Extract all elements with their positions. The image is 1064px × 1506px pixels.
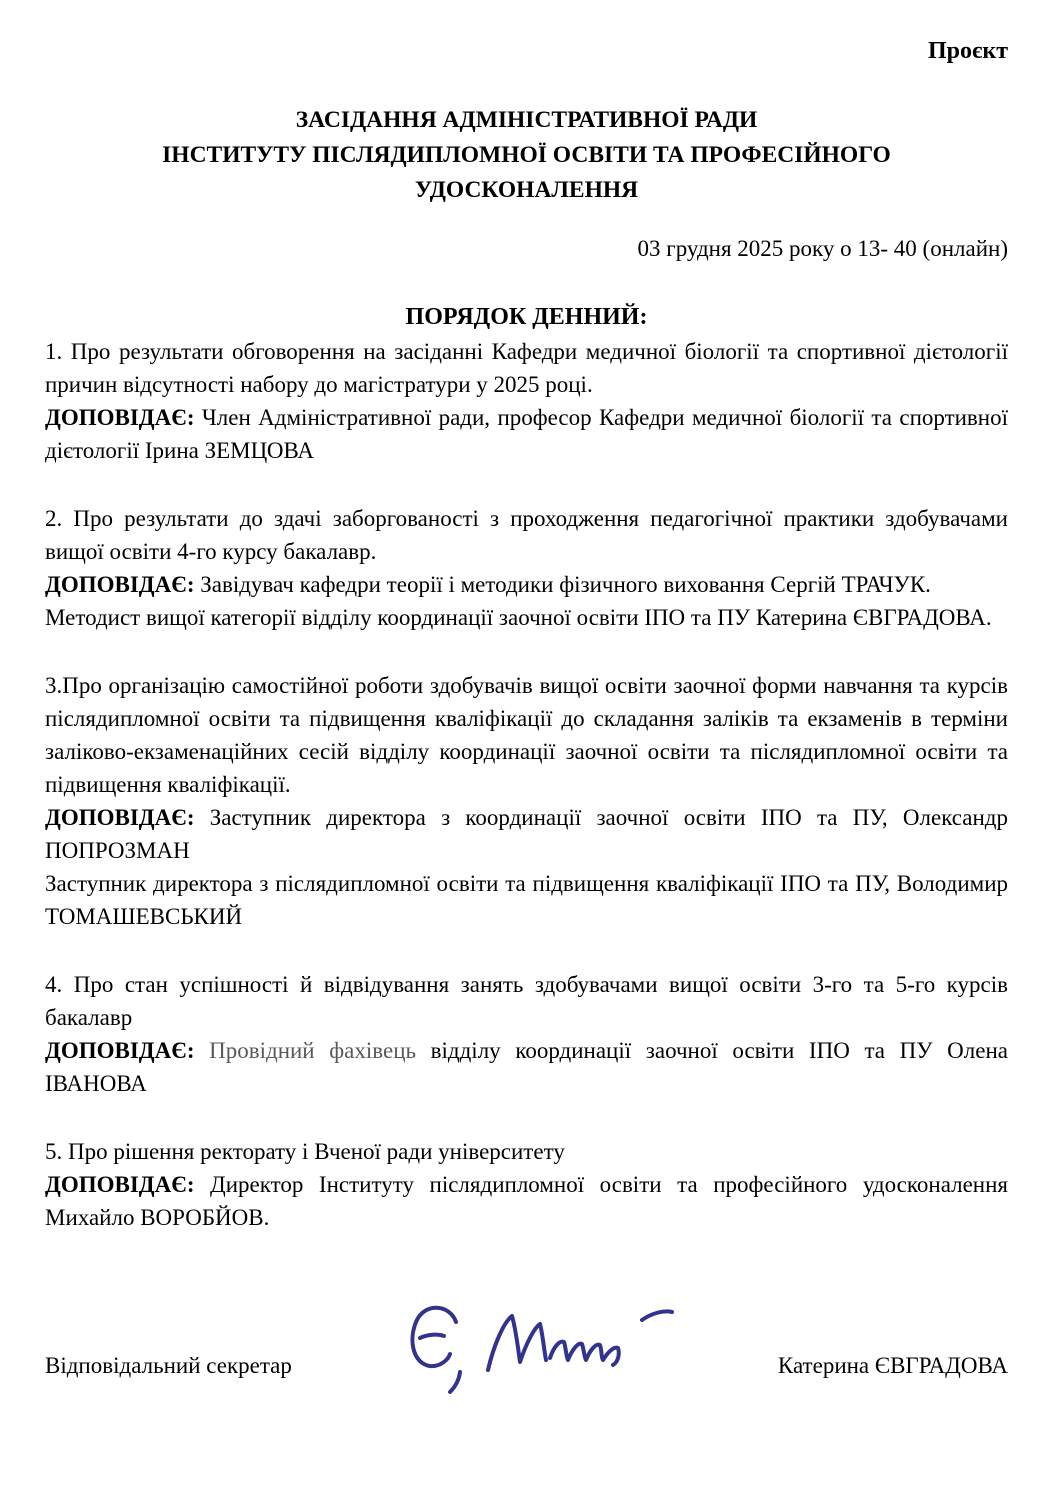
agenda-text-segment: відділу координації заочної освіти ІПО та ПУ Олена ІВАНОВА xyxy=(45,1038,1008,1096)
agenda-paragraph xyxy=(45,968,1008,1034)
agenda-text-segment: 3.Про організацію самостійної роботи здобувачів вищої освіти заочної форми навчання та курсів післядипломної освіти та підвищення кваліфікації до складання заліків та екзаменів в терміни заліково-екзаменаційних сесій відділу координації заочної освіти та післядипломної освіти та підвищення кваліфікації. xyxy=(45,673,1008,797)
secretary-name: Катерина ЄВГРАДОВА xyxy=(777,1353,1008,1378)
reporter-label: ДОПОВІДАЄ: xyxy=(45,1172,195,1197)
handwritten-signature-icon xyxy=(380,1288,690,1400)
meeting-title-line: ІНСТИТУТУ ПІСЛЯДИПЛОМНОЇ ОСВІТИ ТА ПРОФЕСІЙНОГО xyxy=(162,142,891,168)
meeting-title xyxy=(45,103,1008,208)
meeting-title-line: УДОСКОНАЛЕННЯ xyxy=(414,177,639,203)
agenda-paragraph xyxy=(45,335,1008,401)
agenda-item xyxy=(45,669,1008,933)
agenda-text-segment: Завідувач кафедри теорії і методики фізичного виховання Сергій ТРАЧУК. xyxy=(194,572,931,597)
agenda-paragraph xyxy=(45,1034,1008,1100)
agenda-paragraph xyxy=(45,1135,1008,1168)
agenda-paragraph xyxy=(45,1168,1008,1234)
agenda-text-segment: 1. Про результати обговорення на засіданні Кафедри медичної біології та спортивної дієтології причин відсутності набору до магістратури у 2025 році. xyxy=(45,339,1008,397)
agenda-paragraph xyxy=(45,669,1008,801)
agenda-paragraph xyxy=(45,867,1008,933)
meeting-datetime: 03 грудня 2025 року о 13- 40 (онлайн) xyxy=(637,236,1008,261)
agenda-item xyxy=(45,502,1008,634)
agenda-text-segment: Директор Інституту післядипломної освіти та професійного удосконалення Михайло ВОРОБЙОВ. xyxy=(45,1172,1008,1230)
signature-block xyxy=(45,1286,1008,1404)
muted-text-segment: Провідний фахівець xyxy=(194,1038,416,1063)
agenda-paragraph xyxy=(45,601,1008,634)
agenda-text-segment: Заступник директора з післядипломної освіти та підвищення кваліфікації ІПО та ПУ, Володимир ТОМАШЕВСЬКИЙ xyxy=(45,871,1008,929)
agenda-text-segment: Заступник директора з координації заочної освіти ІПО та ПУ, Олександр ПОПРОЗМАН xyxy=(45,805,1008,863)
agenda-text-segment: Методист вищої категорії відділу координації заочної освіти ІПО та ПУ Катерина ЄВГРАДОВА. xyxy=(45,605,992,630)
draft-stamp: Проєкт xyxy=(927,38,1008,64)
agenda-text-segment: 2. Про результати до здачі заборгованості з проходження педагогічної практики здобувачами вищої освіти 4-го курсу бакалавр. xyxy=(45,506,1008,564)
reporter-label: ДОПОВІДАЄ: xyxy=(45,405,195,430)
meeting-title-line: ЗАСІДАННЯ АДМІНІСТРАТИВНОЇ РАДИ xyxy=(295,107,758,133)
agenda-paragraph xyxy=(45,801,1008,867)
agenda-paragraph xyxy=(45,401,1008,467)
agenda-paragraph xyxy=(45,502,1008,568)
reporter-label: ДОПОВІДАЄ: xyxy=(45,572,195,597)
agenda-text-segment: 5. Про рішення ректорату і Вченої ради університету xyxy=(45,1139,565,1164)
reporter-label: ДОПОВІДАЄ: xyxy=(45,805,195,830)
agenda-item xyxy=(45,1135,1008,1234)
agenda-heading: ПОРЯДОК ДЕННИЙ: xyxy=(405,304,648,330)
secretary-label: Відповідальний секретар xyxy=(45,1353,292,1378)
agenda-item xyxy=(45,335,1008,467)
agenda-paragraph xyxy=(45,568,1008,601)
agenda-text-segment: 4. Про стан успішності й відвідування занять здобувачами вищої освіти 3-го та 5-го курсів бакалавр xyxy=(45,972,1008,1030)
agenda-text-segment: Член Адміністративної ради, професор Кафедри медичної біології та спортивної дієтології Ірина ЗЕМЦОВА xyxy=(45,405,1008,463)
agenda-item xyxy=(45,968,1008,1100)
agenda-list xyxy=(45,335,1008,1234)
reporter-label: ДОПОВІДАЄ: xyxy=(45,1038,195,1063)
